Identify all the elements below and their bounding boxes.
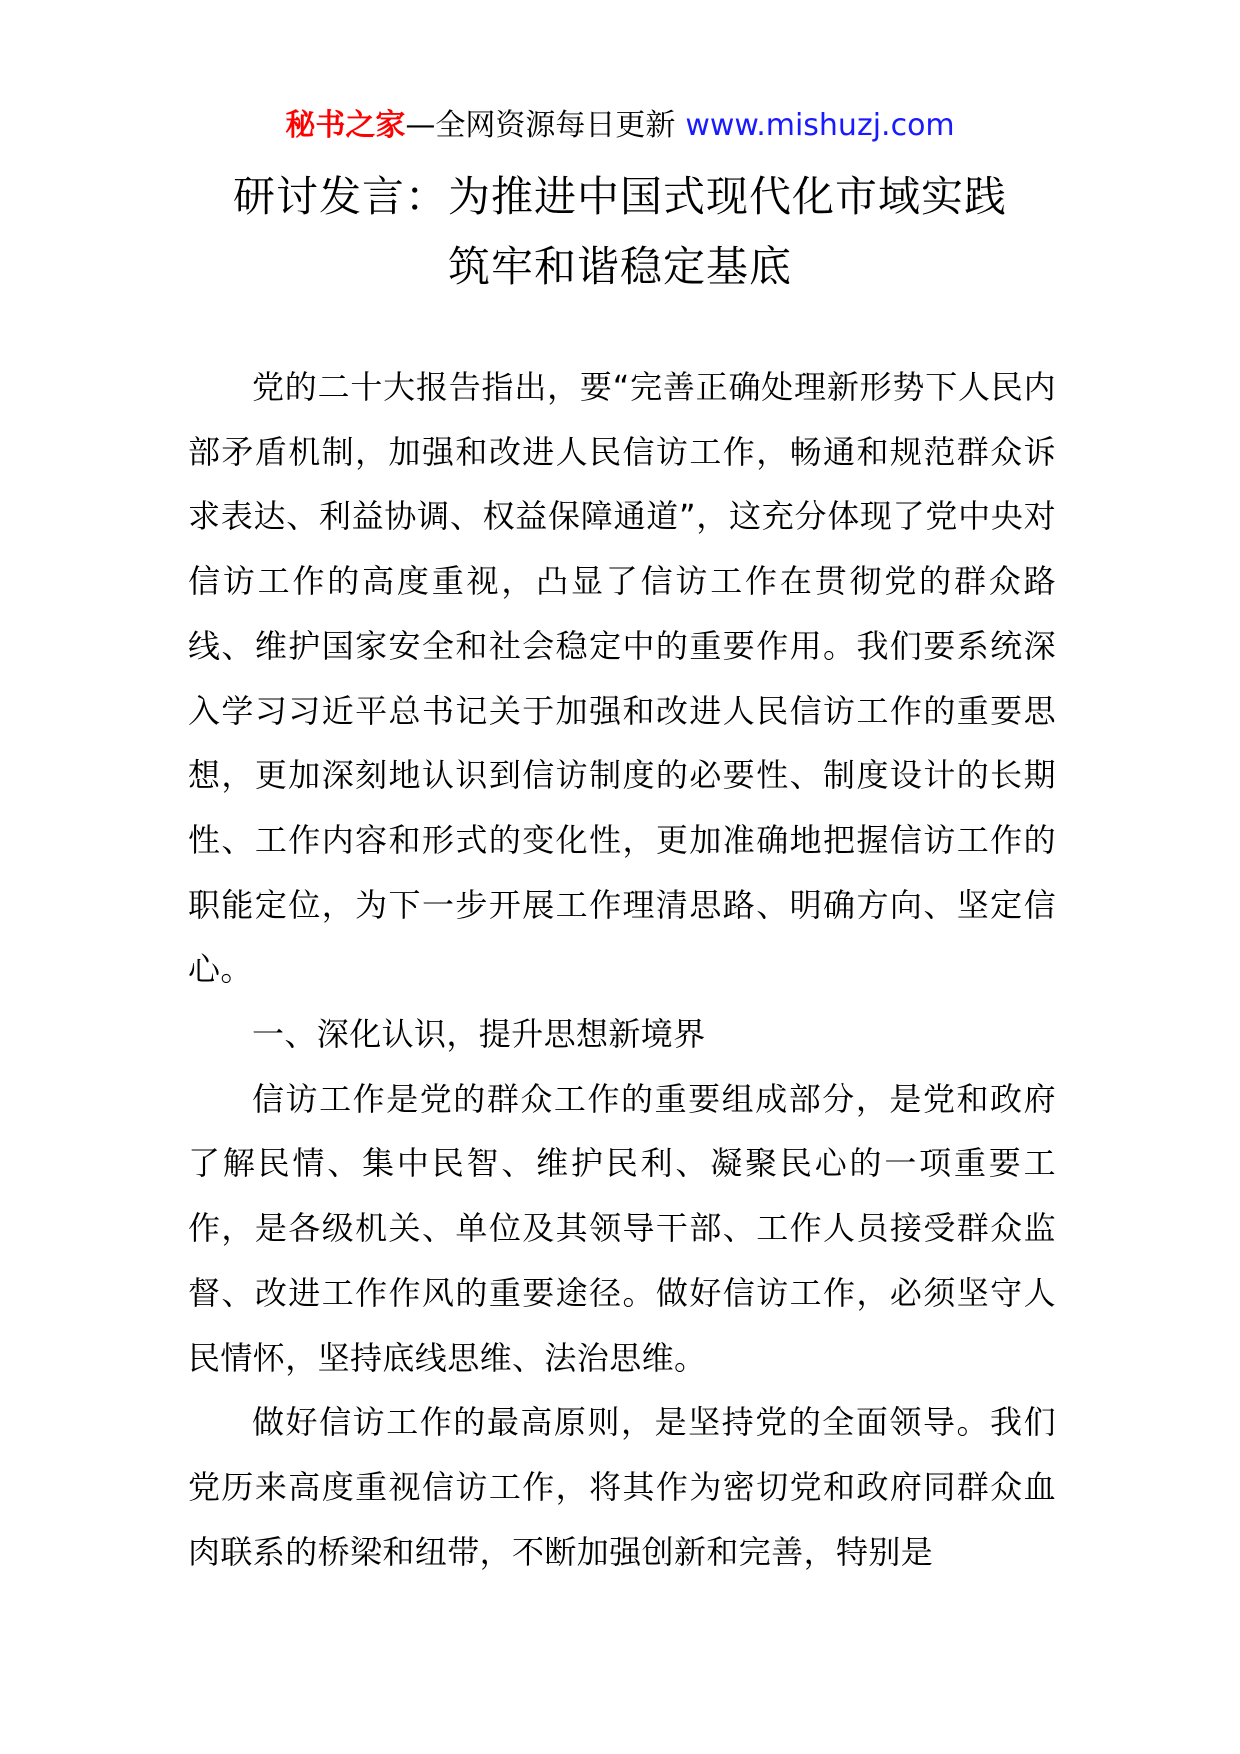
watermark-header: [0, 104, 1240, 148]
section-heading-1: 一、深化认识，提升思想新境界: [252, 1015, 706, 1054]
paragraph-3: 做好信访工作的最高原则，是坚持党的全面领导。我们党历来高度重视信访工作，将其作为密切党和政府同群众血肉联系的桥梁和纽带，不断加强创新和完善，特别是: [188, 1403, 1056, 1571]
title-line-1: 研讨发言：为推进中国式现代化市域实践: [232, 172, 1007, 221]
site-link[interactable]: www.mishuzj.com: [685, 108, 955, 143]
brand-name: 秘书之家: [285, 108, 406, 143]
paragraph-2: 信访工作是党的群众工作的重要组成部分，是党和政府了解民情、集中民智、维护民利、凝聚民心的一项重要工作，是各级机关、单位及其领导干部、工作人员接受群众监督、改进工作作风的重要途径。做好信访工作，必须坚守人民情怀，坚持底线思维、法治思维。: [188, 1079, 1056, 1377]
paragraph-intro: 党的二十大报告指出，要“完善正确处理新形势下人民内部矛盾机制，加强和改进人民信访工作，畅通和规范群众诉求表达、利益协调、权益保障通道”，这充分体现了党中央对信访工作的高度重视，凸显了信访工作在贯彻党的群众路线、维护国家安全和社会稳定中的重要作用。我们要系统深入学习习近平总书记关于加强和改进人民信访工作的重要思想，更加深刻地认识到信访制度的必要性、制度设计的长期性、工作内容和形式的变化性，更加准确地把握信访工作的职能定位，为下一步开展工作理清思路、明确方向、坚定信心。: [188, 368, 1056, 989]
header-tagline: —全网资源每日更新: [405, 108, 676, 143]
document-title: [0, 162, 1240, 302]
title-line-2: 筑牢和谐稳定基底: [447, 242, 792, 291]
document-body: [188, 355, 1056, 1584]
